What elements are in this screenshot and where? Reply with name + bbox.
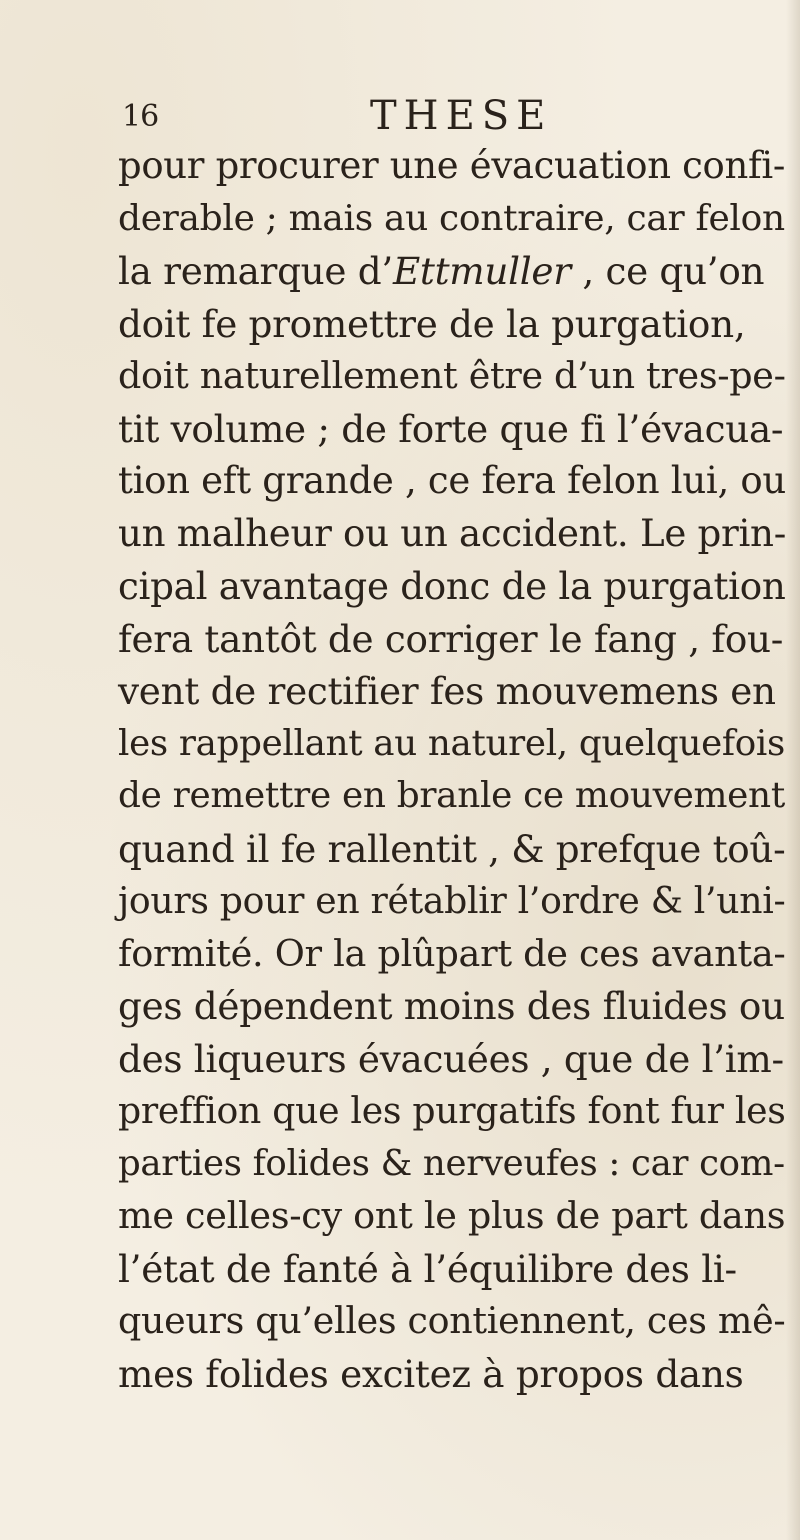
text-segment: un malheur ou un accident. Le prin- [118, 511, 786, 555]
text-segment: de remettre en branle ce mouvement [118, 775, 785, 816]
text-segment: l’état de fanté à l’équilibre des li- [118, 1246, 737, 1291]
text-segment: doit naturellement être d’un tres-pe- [118, 354, 786, 397]
text-line [118, 508, 798, 561]
text-line [118, 875, 798, 928]
text-line [118, 770, 798, 823]
text-line [118, 980, 798, 1033]
text-segment: me celles-cy ont le plus de part dans [118, 1194, 786, 1237]
text-segment: tion eft grande , ce fera felon lui, ou [118, 459, 786, 502]
text-segment: des liqueurs évacuées , que de l’im- [118, 1036, 784, 1081]
text-line [118, 1138, 798, 1191]
page-number: 16 [122, 99, 159, 134]
text-line [118, 1033, 798, 1086]
text-segment: jours pour en rétablir l’ordre & l’uni- [118, 879, 786, 922]
text-line [118, 560, 798, 613]
running-head: THESE [370, 93, 553, 139]
text-segment: , ce qu’on [570, 249, 765, 293]
text-segment: cipal avantage donc de la purgation [118, 564, 786, 608]
text-line [118, 298, 798, 351]
text-segment: les rappellant au naturel, quelquefois [118, 722, 786, 764]
text-line [118, 1243, 798, 1296]
text-segment: formité. Or la plûpart de ces avanta- [118, 931, 786, 975]
text-segment: fera tantôt de corriger le fang , fou- [118, 616, 784, 661]
page-header [0, 93, 800, 139]
text-line [118, 1190, 798, 1243]
text-line [118, 823, 798, 876]
text-line [118, 718, 798, 771]
text-line [118, 193, 798, 246]
text-line [118, 613, 798, 666]
text-segment: doit fe promettre de la purgation, [118, 301, 746, 346]
text-segment: mes folides excitez à propos dans [118, 1351, 744, 1396]
text-line [118, 350, 798, 403]
text-segment: tit volume ; de forte que fi l’évacua- [118, 406, 784, 451]
text-segment: ges dépendent moins des fluides ou [118, 984, 785, 1028]
body-text [118, 140, 798, 1400]
italic-name: Ettmuller [392, 249, 571, 293]
text-line [118, 455, 798, 508]
text-line [118, 245, 798, 298]
text-segment: preffion que les purgatifs font fur les [118, 1089, 786, 1132]
text-line [118, 1085, 798, 1138]
text-line [118, 140, 798, 193]
text-line [118, 1348, 798, 1401]
text-segment: queurs qu’elles contiennent, ces mê- [118, 1299, 786, 1342]
text-segment: vent de rectifier fes mouvemens en [118, 669, 776, 713]
text-segment: parties folides & nerveufes : car com- [118, 1142, 785, 1184]
text-line [118, 1295, 798, 1348]
text-segment: pour procurer une évacuation confi- [118, 144, 786, 187]
text-line [118, 403, 798, 456]
text-segment: la remarque d’ [118, 249, 393, 293]
text-segment: derable ; mais au contraire, car felon [118, 197, 785, 239]
text-line [118, 665, 798, 718]
text-line [118, 928, 798, 981]
text-segment: quand il fe rallentit , & prefque toû- [118, 826, 786, 871]
